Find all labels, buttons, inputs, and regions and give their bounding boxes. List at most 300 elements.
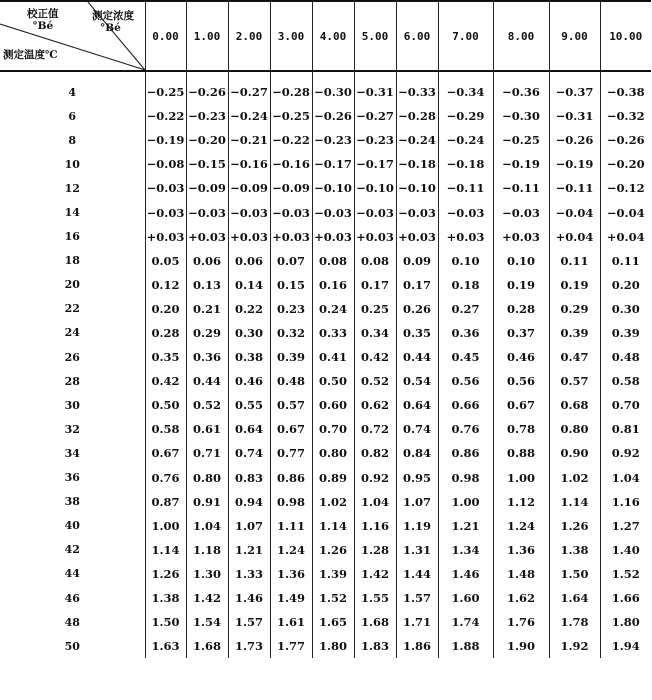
value-cell: 0.26 [396, 297, 438, 321]
value-cell: −0.25 [145, 71, 186, 104]
value-cell: 1.00 [493, 466, 549, 490]
value-cell: 0.84 [396, 441, 438, 465]
value-cell: 1.24 [270, 538, 312, 562]
value-cell: 1.27 [600, 514, 651, 538]
column-header: 3.00 [270, 1, 312, 71]
value-cell: 1.76 [493, 610, 549, 634]
value-cell: 1.26 [145, 562, 186, 586]
value-cell: 0.64 [228, 417, 270, 441]
value-cell: 1.71 [396, 610, 438, 634]
value-cell: −0.03 [493, 200, 549, 224]
value-cell: +0.03 [493, 225, 549, 249]
table-row [0, 610, 651, 634]
value-cell: 0.62 [354, 393, 396, 417]
value-cell: 1.86 [396, 634, 438, 658]
value-cell: −0.26 [549, 128, 600, 152]
value-cell: −0.30 [493, 104, 549, 128]
value-cell: 1.00 [145, 514, 186, 538]
value-cell: 0.44 [396, 345, 438, 369]
value-cell: 0.24 [312, 297, 354, 321]
value-cell: 0.67 [493, 393, 549, 417]
value-cell: 0.61 [186, 417, 228, 441]
value-cell: 1.38 [145, 586, 186, 610]
value-cell: 0.48 [600, 345, 651, 369]
value-cell: −0.11 [549, 176, 600, 200]
value-cell: 0.15 [270, 273, 312, 297]
value-cell: 0.44 [186, 369, 228, 393]
temperature-cell: 18 [64, 254, 80, 268]
value-cell: 1.57 [228, 610, 270, 634]
value-cell: 0.08 [312, 249, 354, 273]
value-cell: −0.22 [145, 104, 186, 128]
value-cell: +0.03 [145, 225, 186, 249]
corner-header-cell [0, 1, 145, 71]
value-cell: 0.81 [600, 417, 651, 441]
value-cell: 1.73 [228, 634, 270, 658]
value-cell: 0.20 [600, 273, 651, 297]
value-cell: 0.80 [549, 417, 600, 441]
value-cell: 0.27 [438, 297, 493, 321]
temperature-cell: 10 [64, 157, 80, 171]
value-cell: −0.03 [312, 200, 354, 224]
value-cell: 1.04 [600, 466, 651, 490]
value-cell: 1.62 [493, 586, 549, 610]
table-row [0, 297, 651, 321]
value-cell: 0.30 [228, 321, 270, 345]
temperature-cell: 16 [64, 230, 80, 244]
value-cell: −0.25 [270, 104, 312, 128]
temperature-cell: 14 [64, 206, 80, 220]
value-cell: 0.34 [354, 321, 396, 345]
value-cell: 0.42 [354, 345, 396, 369]
value-cell: 1.77 [270, 634, 312, 658]
value-cell: −0.22 [270, 128, 312, 152]
value-cell: 1.39 [312, 562, 354, 586]
temperature-cell: 34 [64, 446, 80, 460]
value-cell: 0.32 [270, 321, 312, 345]
value-cell: 0.74 [228, 441, 270, 465]
value-cell: 1.14 [145, 538, 186, 562]
value-cell: 0.77 [270, 441, 312, 465]
value-cell: 0.92 [354, 466, 396, 490]
value-cell: −0.24 [396, 128, 438, 152]
value-cell: 0.70 [312, 417, 354, 441]
value-cell: −0.17 [354, 152, 396, 176]
value-cell: 1.16 [354, 514, 396, 538]
value-cell: 0.47 [549, 345, 600, 369]
value-cell: −0.16 [228, 152, 270, 176]
value-cell: 0.33 [312, 321, 354, 345]
corner-correction-unit: °Bé [32, 20, 54, 32]
value-cell: 0.39 [549, 321, 600, 345]
value-cell: 1.80 [600, 610, 651, 634]
corner-temperature-label: 测定温度℃ [3, 49, 58, 61]
value-cell: −0.09 [228, 176, 270, 200]
value-cell: 0.08 [354, 249, 396, 273]
value-cell: 1.83 [354, 634, 396, 658]
temperature-cell: 38 [64, 495, 80, 509]
value-cell: 0.09 [396, 249, 438, 273]
value-cell: −0.37 [549, 71, 600, 104]
value-cell: −0.21 [228, 128, 270, 152]
value-cell: 0.20 [145, 297, 186, 321]
value-cell: 0.13 [186, 273, 228, 297]
value-cell: 0.25 [354, 297, 396, 321]
value-cell: 1.02 [549, 466, 600, 490]
value-cell: −0.24 [228, 104, 270, 128]
value-cell: +0.03 [354, 225, 396, 249]
value-cell: −0.23 [354, 128, 396, 152]
column-header: 6.00 [396, 1, 438, 71]
value-cell: 1.57 [396, 586, 438, 610]
value-cell: 1.63 [145, 634, 186, 658]
value-cell: 0.12 [145, 273, 186, 297]
value-cell: 1.92 [549, 634, 600, 658]
table-row [0, 273, 651, 297]
value-cell: 0.14 [228, 273, 270, 297]
value-cell: −0.11 [438, 176, 493, 200]
value-cell: 1.74 [438, 610, 493, 634]
value-cell: 0.22 [228, 297, 270, 321]
value-cell: −0.27 [354, 104, 396, 128]
corner-concentration-text: 测定浓度 [92, 10, 134, 22]
value-cell: 1.46 [228, 586, 270, 610]
value-cell: 1.04 [186, 514, 228, 538]
value-cell: 1.64 [549, 586, 600, 610]
value-cell: 0.98 [270, 490, 312, 514]
value-cell: 1.36 [493, 538, 549, 562]
value-cell: 0.36 [438, 321, 493, 345]
value-cell: 0.29 [549, 297, 600, 321]
value-cell: 1.90 [493, 634, 549, 658]
value-cell: 1.88 [438, 634, 493, 658]
value-cell: 0.67 [270, 417, 312, 441]
value-cell: −0.19 [145, 128, 186, 152]
value-cell: 0.83 [228, 466, 270, 490]
value-cell: 0.38 [228, 345, 270, 369]
value-cell: 0.46 [228, 369, 270, 393]
value-cell: −0.26 [600, 128, 651, 152]
value-cell: 1.44 [396, 562, 438, 586]
value-cell: −0.04 [600, 200, 651, 224]
value-cell: 0.66 [438, 393, 493, 417]
temperature-cell: 22 [64, 302, 80, 316]
value-cell: −0.26 [312, 104, 354, 128]
value-cell: −0.04 [549, 200, 600, 224]
value-cell: 0.37 [493, 321, 549, 345]
value-cell: −0.03 [438, 200, 493, 224]
value-cell: 0.64 [396, 393, 438, 417]
temperature-cell: 48 [64, 615, 80, 629]
value-cell: 1.54 [186, 610, 228, 634]
column-header: 7.00 [438, 1, 493, 71]
value-cell: 1.52 [312, 586, 354, 610]
table-row [0, 441, 651, 465]
value-cell: +0.04 [600, 225, 651, 249]
temperature-cell: 24 [64, 326, 80, 340]
value-cell: 0.56 [493, 369, 549, 393]
value-cell: 1.14 [312, 514, 354, 538]
value-cell: −0.03 [228, 200, 270, 224]
value-cell: 0.95 [396, 466, 438, 490]
value-cell: −0.36 [493, 71, 549, 104]
table-row [0, 562, 651, 586]
value-cell: 0.50 [312, 369, 354, 393]
value-cell: 0.10 [493, 249, 549, 273]
value-cell: 1.38 [549, 538, 600, 562]
corner-concentration-unit: °Bé [100, 22, 121, 34]
value-cell: 1.46 [438, 562, 493, 586]
value-cell: 0.42 [145, 369, 186, 393]
value-cell: −0.28 [270, 71, 312, 104]
value-cell: 1.61 [270, 610, 312, 634]
value-cell: 1.68 [186, 634, 228, 658]
value-cell: 0.17 [396, 273, 438, 297]
value-cell: 0.10 [438, 249, 493, 273]
value-cell: 0.94 [228, 490, 270, 514]
value-cell: 0.11 [600, 249, 651, 273]
value-cell: 0.48 [270, 369, 312, 393]
temperature-cell: 40 [64, 519, 80, 533]
value-cell: 0.36 [186, 345, 228, 369]
table-row [0, 225, 651, 249]
value-cell: 1.30 [186, 562, 228, 586]
column-header: 2.00 [228, 1, 270, 71]
value-cell: 0.90 [549, 441, 600, 465]
value-cell: 0.55 [228, 393, 270, 417]
value-cell: 1.18 [186, 538, 228, 562]
column-header: 0.00 [145, 1, 186, 71]
value-cell: 1.11 [270, 514, 312, 538]
value-cell: 0.76 [145, 466, 186, 490]
value-cell: 1.48 [493, 562, 549, 586]
value-cell: −0.09 [186, 176, 228, 200]
table-row [0, 514, 651, 538]
value-cell: −0.08 [145, 152, 186, 176]
value-cell: 1.07 [228, 514, 270, 538]
value-cell: 0.05 [145, 249, 186, 273]
value-cell: 0.70 [600, 393, 651, 417]
value-cell: −0.03 [396, 200, 438, 224]
column-header: 1.00 [186, 1, 228, 71]
value-cell: 1.50 [145, 610, 186, 634]
value-cell: −0.10 [354, 176, 396, 200]
value-cell: 0.46 [493, 345, 549, 369]
value-cell: −0.19 [493, 152, 549, 176]
value-cell: +0.03 [438, 225, 493, 249]
corner-correction-text: 校正值 [27, 8, 59, 20]
column-header: 5.00 [354, 1, 396, 71]
value-cell: 0.56 [438, 369, 493, 393]
value-cell: 0.45 [438, 345, 493, 369]
column-header: 10.00 [600, 1, 651, 71]
temperature-cell: 42 [64, 543, 80, 557]
value-cell: −0.18 [438, 152, 493, 176]
value-cell: 0.87 [145, 490, 186, 514]
value-cell: 1.14 [549, 490, 600, 514]
value-cell: 0.80 [186, 466, 228, 490]
value-cell: 0.50 [145, 393, 186, 417]
temperature-cell: 20 [64, 278, 80, 292]
table-row [0, 104, 651, 128]
value-cell: 0.91 [186, 490, 228, 514]
value-cell: 0.68 [549, 393, 600, 417]
value-cell: +0.03 [270, 225, 312, 249]
value-cell: 1.26 [312, 538, 354, 562]
value-cell: −0.31 [549, 104, 600, 128]
value-cell: 0.17 [354, 273, 396, 297]
temperature-cell: 6 [68, 109, 77, 123]
corner-concentration-label [92, 10, 134, 34]
value-cell: −0.29 [438, 104, 493, 128]
value-cell: 1.16 [600, 490, 651, 514]
value-cell: +0.03 [312, 225, 354, 249]
value-cell: 0.19 [549, 273, 600, 297]
value-cell: 1.24 [493, 514, 549, 538]
table-row [0, 321, 651, 345]
temperature-cell: 36 [64, 471, 80, 485]
value-cell: 0.28 [493, 297, 549, 321]
temperature-cell: 50 [64, 639, 80, 653]
temperature-cell: 26 [64, 350, 80, 364]
value-cell: 0.06 [186, 249, 228, 273]
column-header: 8.00 [493, 1, 549, 71]
value-cell: −0.12 [600, 176, 651, 200]
value-cell: 0.30 [600, 297, 651, 321]
value-cell: 1.31 [396, 538, 438, 562]
value-cell: 1.42 [354, 562, 396, 586]
value-cell: −0.18 [396, 152, 438, 176]
value-cell: −0.03 [145, 176, 186, 200]
value-cell: 0.58 [145, 417, 186, 441]
table-row [0, 466, 651, 490]
value-cell: 0.52 [354, 369, 396, 393]
table-row [0, 634, 651, 658]
temperature-cell: 28 [64, 374, 80, 388]
value-cell: −0.20 [600, 152, 651, 176]
table-row [0, 345, 651, 369]
value-cell: 1.49 [270, 586, 312, 610]
value-cell: +0.04 [549, 225, 600, 249]
value-cell: −0.26 [186, 71, 228, 104]
value-cell: −0.38 [600, 71, 651, 104]
value-cell: −0.20 [186, 128, 228, 152]
value-cell: 1.33 [228, 562, 270, 586]
value-cell: 1.07 [396, 490, 438, 514]
table-row [0, 586, 651, 610]
value-cell: 0.88 [493, 441, 549, 465]
temperature-cell: 44 [64, 567, 80, 581]
value-cell: 0.39 [600, 321, 651, 345]
value-cell: 0.28 [145, 321, 186, 345]
value-cell: 1.02 [312, 490, 354, 514]
value-cell: −0.19 [549, 152, 600, 176]
value-cell: −0.15 [186, 152, 228, 176]
value-cell: −0.10 [312, 176, 354, 200]
value-cell: 1.26 [549, 514, 600, 538]
value-cell: 0.18 [438, 273, 493, 297]
value-cell: 0.86 [438, 441, 493, 465]
value-cell: 1.80 [312, 634, 354, 658]
value-cell: −0.16 [270, 152, 312, 176]
value-cell: 0.72 [354, 417, 396, 441]
value-cell: −0.10 [396, 176, 438, 200]
value-cell: 0.82 [354, 441, 396, 465]
column-header: 4.00 [312, 1, 354, 71]
value-cell: −0.31 [354, 71, 396, 104]
value-cell: 1.21 [228, 538, 270, 562]
value-cell: 0.35 [145, 345, 186, 369]
value-cell: 0.86 [270, 466, 312, 490]
value-cell: 1.36 [270, 562, 312, 586]
value-cell: 1.21 [438, 514, 493, 538]
value-cell: 1.52 [600, 562, 651, 586]
value-cell: 1.42 [186, 586, 228, 610]
value-cell: −0.03 [145, 200, 186, 224]
value-cell: 1.34 [438, 538, 493, 562]
value-cell: −0.32 [600, 104, 651, 128]
value-cell: 0.74 [396, 417, 438, 441]
value-cell: 1.00 [438, 490, 493, 514]
value-cell: 0.19 [493, 273, 549, 297]
value-cell: −0.23 [312, 128, 354, 152]
value-cell: 0.57 [270, 393, 312, 417]
value-cell: 1.78 [549, 610, 600, 634]
value-cell: 1.50 [549, 562, 600, 586]
value-cell: 0.78 [493, 417, 549, 441]
value-cell: 0.60 [312, 393, 354, 417]
value-cell: 1.28 [354, 538, 396, 562]
value-cell: −0.17 [312, 152, 354, 176]
value-cell: 1.12 [493, 490, 549, 514]
value-cell: −0.03 [270, 200, 312, 224]
temperature-cell: 46 [64, 591, 80, 605]
temperature-cell: 12 [64, 181, 80, 195]
corner-correction-label [27, 8, 59, 32]
table-row [0, 417, 651, 441]
value-cell: 1.55 [354, 586, 396, 610]
table-row [0, 200, 651, 224]
value-cell: −0.34 [438, 71, 493, 104]
value-cell: 1.04 [354, 490, 396, 514]
value-cell: 0.39 [270, 345, 312, 369]
value-cell: −0.23 [186, 104, 228, 128]
value-cell: 0.06 [228, 249, 270, 273]
value-cell: 1.66 [600, 586, 651, 610]
value-cell: 0.16 [312, 273, 354, 297]
value-cell: 0.98 [438, 466, 493, 490]
value-cell: 0.23 [270, 297, 312, 321]
header-row [0, 1, 651, 71]
column-header: 9.00 [549, 1, 600, 71]
value-cell: −0.24 [438, 128, 493, 152]
value-cell: 0.92 [600, 441, 651, 465]
value-cell: 1.19 [396, 514, 438, 538]
value-cell: +0.03 [186, 225, 228, 249]
value-cell: 0.67 [145, 441, 186, 465]
value-cell: 1.65 [312, 610, 354, 634]
table-row [0, 490, 651, 514]
value-cell: −0.27 [228, 71, 270, 104]
value-cell: 0.41 [312, 345, 354, 369]
value-cell: −0.03 [186, 200, 228, 224]
value-cell: 0.80 [312, 441, 354, 465]
value-cell: 1.94 [600, 634, 651, 658]
value-cell: 1.60 [438, 586, 493, 610]
value-cell: 0.76 [438, 417, 493, 441]
value-cell: −0.28 [396, 104, 438, 128]
value-cell: 1.68 [354, 610, 396, 634]
